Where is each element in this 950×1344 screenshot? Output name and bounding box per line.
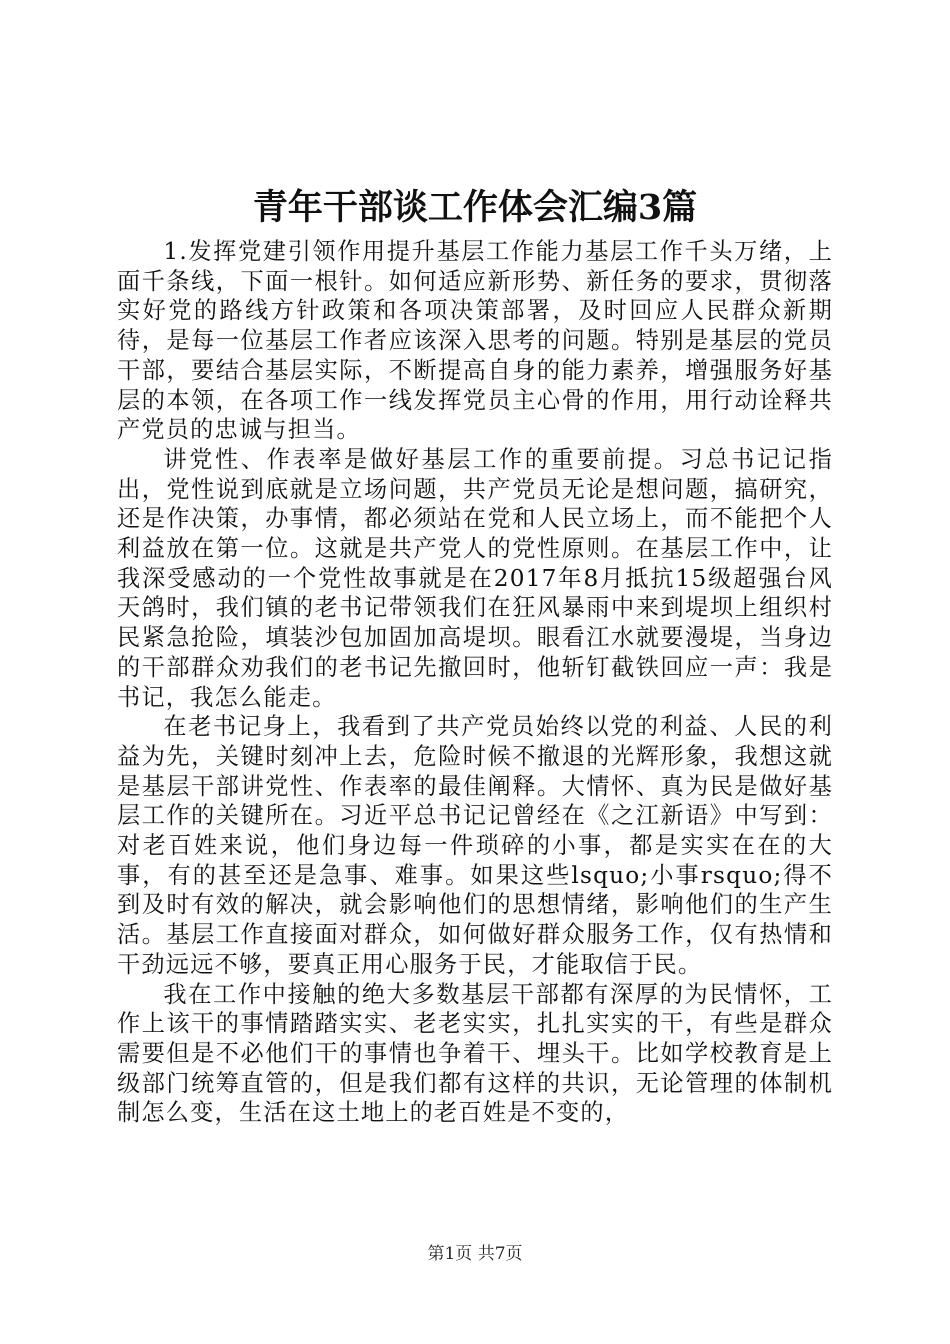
body-paragraph-3: 在老书记身上，我看到了共产党员始终以党的利益、人民的利益为先，关键时刻冲上去，危险时候不撤退的光辉形象，我想这就是基层干部讲党性、作表率的最佳阐释。大情怀、真为民是做好基层工作的关键所在。习近平总书记记曾经在《之江新语》中写到：对老百姓来说，他们身边每一件琐碎的小事，都是实实在在的大事，有的甚至还是急事、难事。如果这些lsquo;小事rsquo;得不到及时有效的解决，就会影响他们的思想情绪，影响他们的生产生活。基层工作直接面对群众，如何做好群众服务工作，仅有热情和干劲远远不够，要真正用心服务于民，才能取信于民。 bbox=[117, 713, 833, 978]
body-paragraph-2: 讲党性、作表率是做好基层工作的重要前提。习总书记记指出，党性说到底就是立场问题，共产党员无论是想问题，搞研究，还是作决策，办事情，都必须站在党和人民立场上，而不能把个人利益放在第一位。这就是共产党人的党性原则。在基层工作中，让我深受感动的一个党性故事就是在2017年8月抵抗15级超强台风天鸽时，我们镇的老书记带领我们在狂风暴雨中来到堤坝上组织村民紧急抢险，填装沙包加固加高堤坝。眼看江水就要漫堤，当身边的干部群众劝我们的老书记先撤回时，他斩钉截铁回应一声：我是书记，我怎么能走。 bbox=[117, 445, 833, 711]
document-title: 青年干部谈工作体会汇编3篇 bbox=[252, 187, 698, 228]
document-body bbox=[117, 237, 833, 1128]
page-number-footer: 第1页 共7页 bbox=[427, 1244, 523, 1264]
body-paragraph-4: 我在工作中接触的绝大多数基层干部都有深厚的为民情怀，工作上该干的事情踏踏实实、老老实实，扎扎实实的干，有些是群众需要但是不必他们干的事情也争着干、埋头干。比如学校教育是上级部门统筹直管的，但是我们都有这样的共识，无论管理的体制机制怎么变，生活在这土地上的老百姓是不变的， bbox=[117, 980, 833, 1127]
body-paragraph-1: 1.发挥党建引领作用提升基层工作能力基层工作千头万绪，上面千条线，下面一根针。如何适应新形势、新任务的要求，贯彻落实好党的路线方针政策和各项决策部署，及时回应人民群众新期待，是每一位基层工作者应该深入思考的问题。特别是基层的党员干部，要结合基层实际，不断提高自身的能力素养，增强服务好基层的本领，在各项工作一线发挥党员主心骨的作用，用行动诠释共产党员的忠诚与担当。 bbox=[117, 238, 833, 444]
